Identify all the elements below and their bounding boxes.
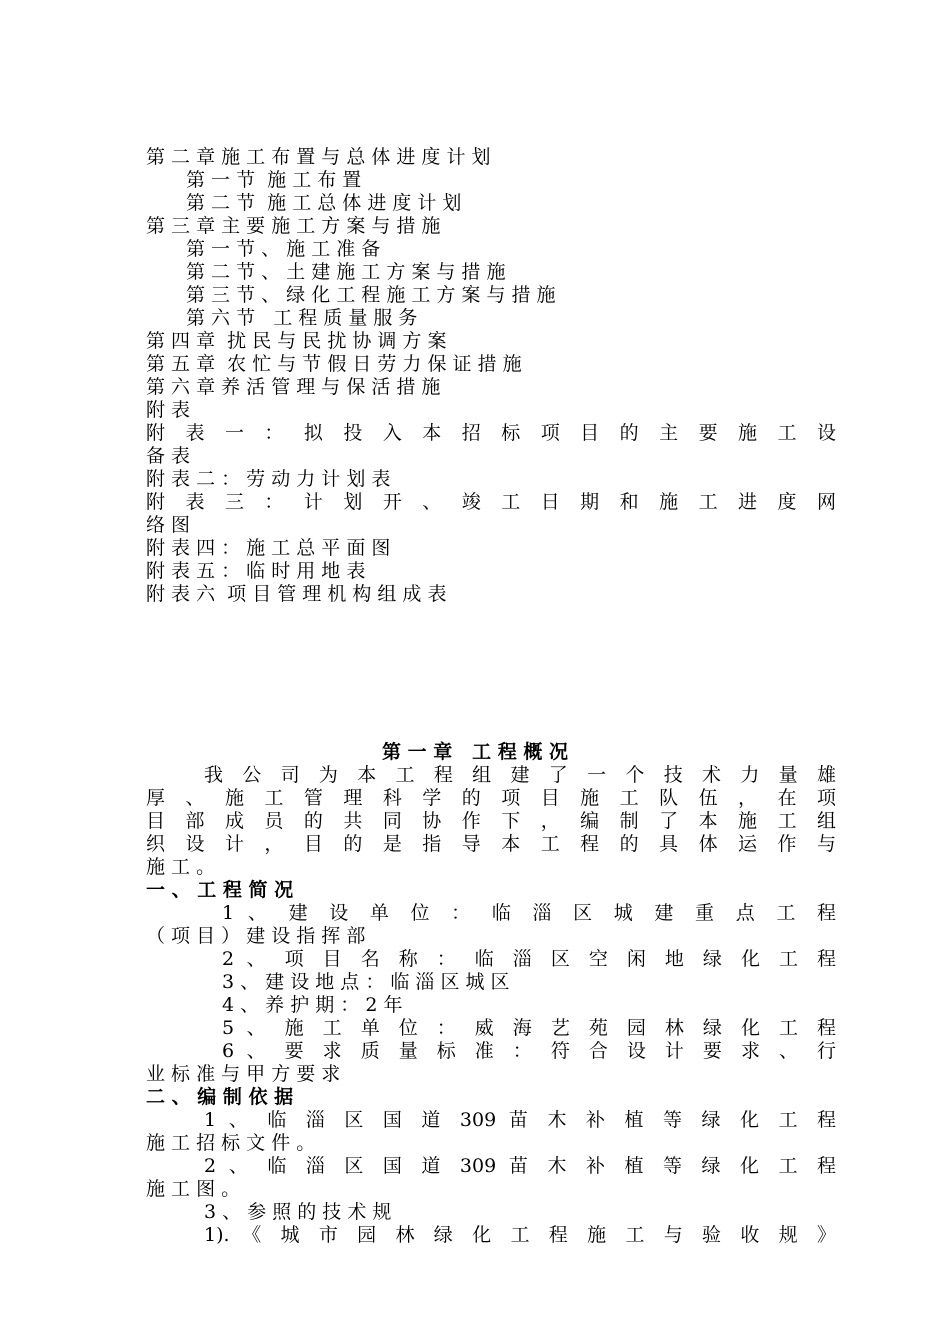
toc-line: 第 四 章 扰 民 与 民 扰 协 调 方 案 xyxy=(146,330,447,352)
paragraph-line: 施 工 招 标 文 件 。 xyxy=(146,1132,316,1154)
toc-line: 附 表 二 ： 劳 动 力 计 划 表 xyxy=(146,468,391,490)
paragraph-line: 目 部 成 员 的 共 同 协 作 下 ， 编 制 了 本 施 工 组 xyxy=(146,810,836,832)
paragraph-line: 业 标 准 与 甲 方 要 求 xyxy=(146,1063,341,1085)
paragraph-line: 1). 《 城 市 园 林 绿 化 工 程 施 工 与 验 收 规 》 xyxy=(204,1224,836,1246)
paragraph-line: 施 工 图 。 xyxy=(146,1178,241,1200)
paragraph-line: 4 、 养 护 期 ： 2 年 xyxy=(222,994,403,1016)
paragraph-line: 厚 、 施 工 管 理 科 学 的 项 目 施 工 队 伍 ， 在 项 xyxy=(146,787,836,809)
paragraph-line: 5 、 施 工 单 位 ： 威 海 艺 苑 园 林 绿 化 工 程 xyxy=(222,1017,836,1039)
toc-line: 第 一 节 、 施 工 准 备 xyxy=(186,238,381,260)
toc-line: 第 三 章 主 要 施 工 方 案 与 措 施 xyxy=(146,215,441,237)
toc-line: 附 表 四 ： 施 工 总 平 面 图 xyxy=(146,537,391,559)
paragraph-line: 施 工 。 xyxy=(146,856,216,878)
toc-line: 第 二 章 施 工 布 置 与 总 体 进 度 计 划 xyxy=(146,146,491,168)
toc-line: 附 表 一 ： 拟 投 入 本 招 标 项 目 的 主 要 施 工 设 xyxy=(146,422,836,444)
toc-line: 附 表 六 项 目 管 理 机 构 组 成 表 xyxy=(146,583,447,605)
toc-line: 附 表 三 ： 计 划 开 、 竣 工 日 期 和 施 工 进 度 网 xyxy=(146,491,836,513)
paragraph-line: 3 、 建 设 地 点 ： 临 淄 区 城 区 xyxy=(222,971,510,993)
toc-line: 附 表 五 ： 临 时 用 地 表 xyxy=(146,560,366,582)
toc-line: 第 五 章 农 忙 与 节 假 日 劳 力 保 证 措 施 xyxy=(146,353,522,375)
toc-line: 第 一 节 施 工 布 置 xyxy=(186,169,362,191)
chapter-title: 第 一 章 工 程 概 况 xyxy=(382,741,568,763)
paragraph-line: 1 、 建 设 单 位 ： 临 淄 区 城 建 重 点 工 程 xyxy=(222,902,836,924)
paragraph-line: 6 、 要 求 质 量 标 准 ： 符 合 设 计 要 求 、 行 xyxy=(222,1040,836,1062)
paragraph-line: 织 设 计 ， 目 的 是 指 导 本 工 程 的 具 体 运 作 与 xyxy=(146,833,836,855)
paragraph-line: 2 、 临 淄 区 国 道 309 苗 木 补 植 等 绿 化 工 程 xyxy=(204,1155,836,1177)
toc-line: 第 六 节 工 程 质 量 服 务 xyxy=(186,307,418,329)
toc-line: 络 图 xyxy=(146,514,191,536)
paragraph-line: 我 公 司 为 本 工 程 组 建 了 一 个 技 术 力 量 雄 xyxy=(204,764,836,786)
toc-line: 附 表 xyxy=(146,399,191,421)
toc-line: 第 二 节 、 土 建 施 工 方 案 与 措 施 xyxy=(186,261,506,283)
paragraph-line: （ 项 目 ） 建 设 指 挥 部 xyxy=(146,925,366,947)
section-heading: 一 、 工 程 简 况 xyxy=(146,879,294,901)
toc-line: 备 表 xyxy=(146,445,191,467)
toc-line: 第 六 章 养 活 管 理 与 保 活 措 施 xyxy=(146,376,441,398)
section-heading: 二 、 编 制 依 据 xyxy=(146,1086,294,1108)
toc-line: 第 三 节 、 绿 化 工 程 施 工 方 案 与 措 施 xyxy=(186,284,556,306)
paragraph-line: 1 、 临 淄 区 国 道 309 苗 木 补 植 等 绿 化 工 程 xyxy=(204,1109,836,1131)
paragraph-line: 3 、 参 照 的 技 术 规 xyxy=(204,1201,392,1223)
toc-line: 第 二 节 施 工 总 体 进 度 计 划 xyxy=(186,192,462,214)
paragraph-line: 2 、 项 目 名 称 ： 临 淄 区 空 闲 地 绿 化 工 程 xyxy=(222,948,836,970)
